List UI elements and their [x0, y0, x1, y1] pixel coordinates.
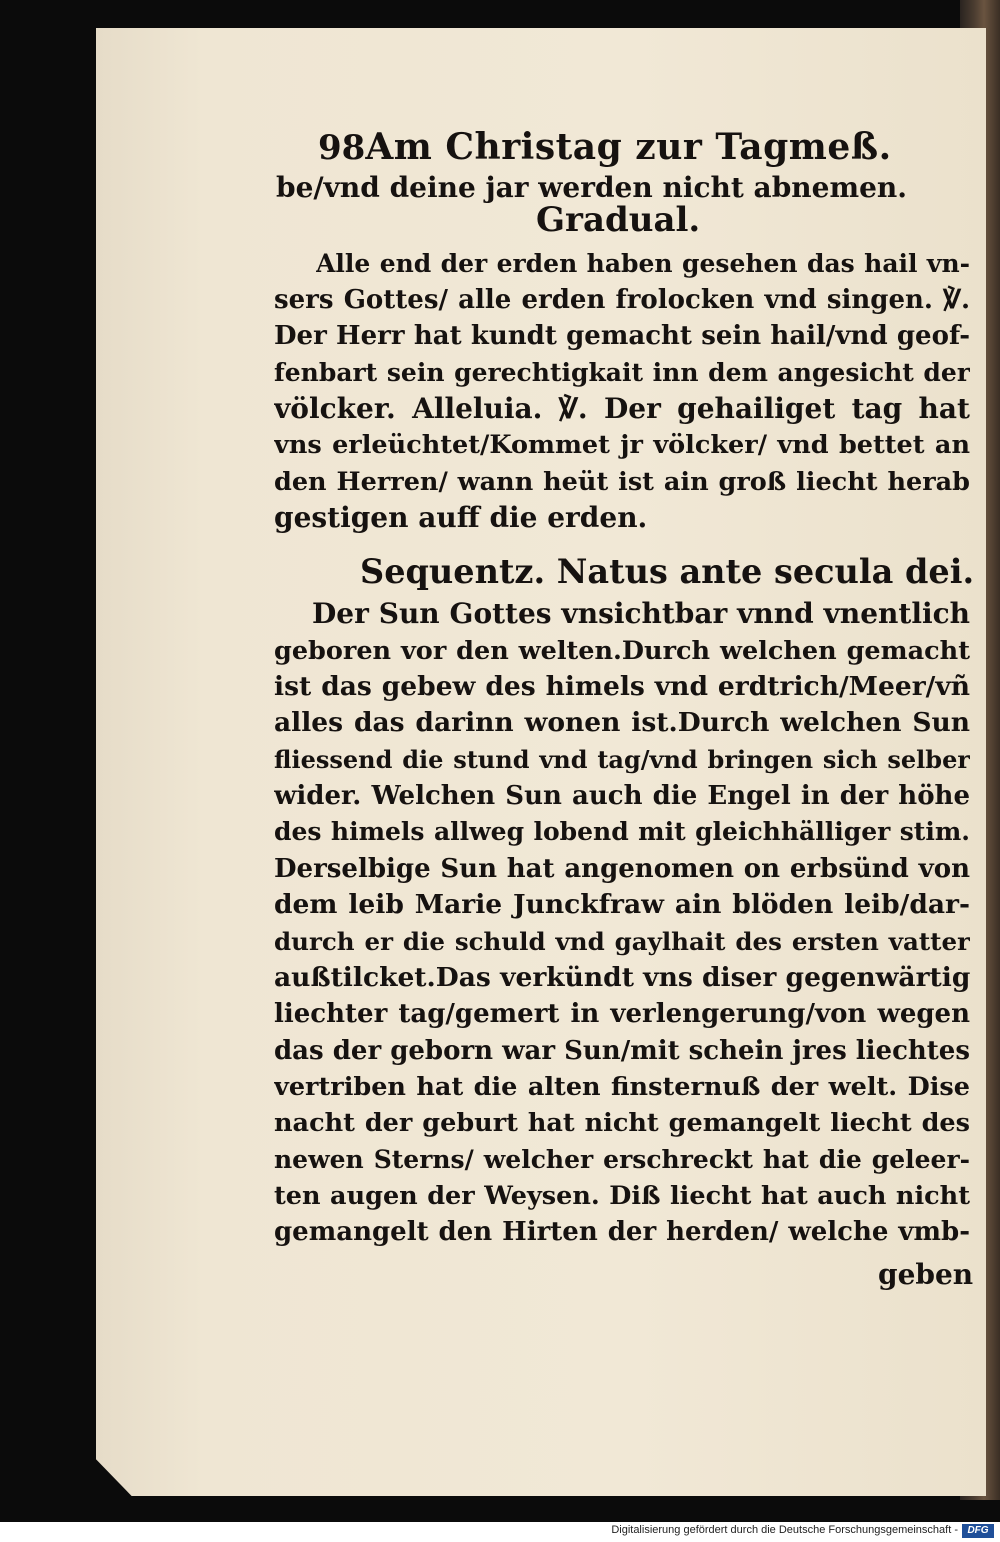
- text-line: das der geborn war Sun/mit schein jres liechtes: [274, 1036, 970, 1066]
- text-line: geboren vor den welten.Durch welchen gemacht: [274, 636, 970, 666]
- text-line: völcker. Alleluia. ℣. Der gehailiget tag hat: [274, 392, 970, 425]
- text-line: dem leib Marie Junckfraw ain blöden leib/dar-: [274, 889, 970, 920]
- heading-sequence: Sequentz. Natus ante secula dei.: [360, 552, 975, 591]
- text-line: fliessend die stund vnd tag/vnd bringen sich selber: [274, 745, 970, 774]
- text-line: alles das darinn wonen ist.Durch welchen Sun: [274, 707, 970, 738]
- heading-gradual: Gradual.: [536, 200, 701, 240]
- catchword: geben: [878, 1258, 974, 1291]
- text-line: Der Herr hat kundt gemacht sein hail/vnd geof-: [274, 321, 970, 351]
- text-line: den Herren/ wann heüt ist ain groß liecht herab: [274, 467, 970, 497]
- text-line: vertriben hat die alten finsternuß der welt. Dise: [274, 1072, 970, 1102]
- running-head: [318, 126, 892, 174]
- page-number: 98: [318, 128, 366, 168]
- text-line: liechter tag/gemert in verlengerung/von wegen: [274, 999, 970, 1029]
- text-line: newen Sterns/ welcher erschreckt hat die geleer-: [274, 1145, 970, 1174]
- text-line: nacht der geburt hat nicht gemangelt liecht des: [274, 1108, 970, 1138]
- text-line: des himels allweg lobend mit gleichhälliger stim.: [274, 817, 970, 846]
- text-line: wider. Welchen Sun auch die Engel in der höhe: [274, 781, 970, 811]
- text-line: außtilcket.Das verkündt vns diser gegenwärtig: [274, 962, 970, 993]
- text-line: durch er die schuld vnd gaylhait des ersten vatter: [274, 927, 970, 956]
- running-head-title: Am Christag zur Tagmeß.: [365, 126, 892, 168]
- digitization-credit: Digitalisierung gefördert durch die Deutsche Forschungsgemeinschaft -: [611, 1524, 958, 1536]
- text-line: fenbart sein gerechtigkait inn dem angesicht der: [274, 358, 970, 387]
- text-line: be/vnd deine jar werden nicht abnemen.: [276, 171, 907, 204]
- text-line: gemangelt den Hirten der herden/ welche vmb-: [274, 1217, 970, 1247]
- text-line: Derselbige Sun hat angenomen on erbsünd von: [274, 854, 970, 884]
- text-line: vns erleüchtet/Kommet jr völcker/ vnd bettet an: [274, 430, 970, 460]
- text-line: gestigen auff die erden.: [274, 501, 648, 534]
- text-line: Alle end der erden haben gesehen das hail vn-: [316, 249, 970, 278]
- text-line: ten augen der Weysen. Diß liecht hat auch nicht: [274, 1181, 970, 1211]
- dfg-logo-icon: DFG: [962, 1524, 994, 1538]
- text-line: sers Gottes/ alle erden frolocken vnd singen. ℣.: [274, 285, 970, 315]
- text-line: ist das gebew des himels vnd erdtrich/Meer/vñ: [274, 671, 970, 702]
- text-line: Der Sun Gottes vnsichtbar vnnd vnentlich: [312, 597, 970, 630]
